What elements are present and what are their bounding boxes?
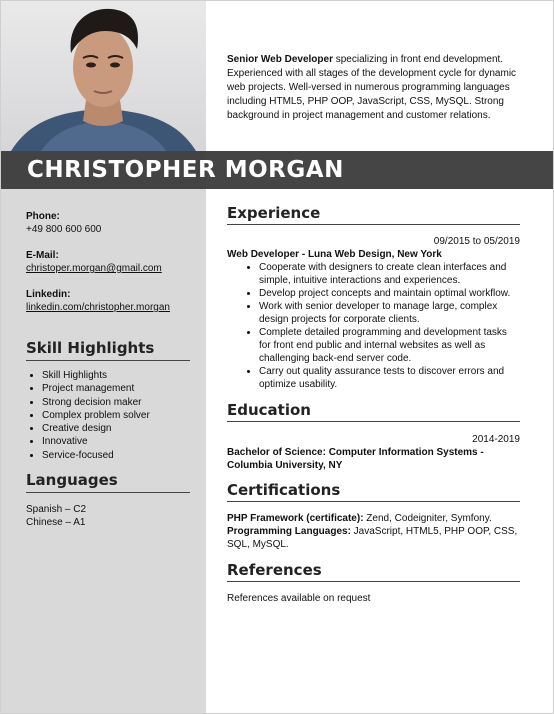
skills-list [26, 369, 150, 462]
contact-block [26, 210, 196, 327]
list-item: • Develop project concepts and maintain optimal workflow. [259, 287, 520, 300]
cert-text-php: Zend, Codeigniter, Symfony. [363, 513, 492, 524]
list-item: • Work with senior developer to manage large, complex design projects for corporate clients. [259, 300, 520, 326]
languages-heading: Languages [26, 471, 190, 493]
languages-list [26, 503, 86, 529]
list-item: Spanish – C2 [26, 504, 87, 515]
cert-text-languages: JavaScript, HTML5, PHP OOP, CSS, SQL, MySQL. [227, 526, 518, 550]
summary-lead: Senior Web Developer [227, 54, 333, 65]
skills-heading: Skill Highlights [26, 339, 190, 361]
list-item: • Complex problem solver [42, 409, 150, 422]
list-item: • Strong decision maker [42, 396, 150, 409]
education-heading: Education [227, 401, 520, 422]
profile-summary [227, 53, 527, 123]
list-item: • Carry out quality assurance tests to discover errors and optimize usability. [259, 365, 520, 391]
phone-value: +49 800 600 600 [26, 224, 102, 235]
certifications-text [227, 512, 520, 551]
references-text: References available on request [227, 593, 371, 604]
summary-text: specializing in front end development. Experienced with all stages of the development cycle for dynamic web projects. Well-versed in numerous programming languages including HTML5, PHP OOP, JavaScript, CSS, MySQL. Strong background in project management and customer relations. [227, 54, 517, 121]
list-item: Chinese – A1 [26, 517, 86, 528]
profile-photo [1, 1, 206, 151]
cert-label-languages: Programming Languages: [227, 526, 351, 537]
cert-label-php: PHP Framework (certificate): [227, 513, 364, 524]
linkedin-label: Linkedin: [26, 289, 71, 300]
list-item: • Skill Highlights [42, 369, 150, 382]
candidate-name: CHRISTOPHER MORGAN [27, 157, 344, 183]
list-item: • Complete detailed programming and development tasks for front end public and internal websites as well as challenging back-end server code. [259, 326, 520, 365]
linkedin-link[interactable]: linkedin.com/christopher.morgan [26, 302, 170, 313]
email-label: E-Mail: [26, 250, 59, 261]
job-title: Web Developer - Luna Web Design, New York [227, 249, 442, 260]
certifications-heading: Certifications [227, 481, 520, 502]
email-link[interactable]: christoper.morgan@gmail.com [26, 263, 162, 274]
references-heading: References [227, 561, 520, 582]
list-item: • Innovative [42, 435, 150, 448]
list-item: • Service-focused [42, 449, 150, 462]
name-banner [1, 151, 553, 189]
duties-list [227, 261, 520, 391]
list-item: • Project management [42, 382, 150, 395]
list-item: • Creative design [42, 422, 150, 435]
education-dates: 2014-2019 [472, 434, 520, 445]
phone-label: Phone: [26, 211, 60, 222]
degree: Bachelor of Science: Computer Information Systems - Columbia University, NY [227, 447, 484, 471]
experience-heading: Experience [227, 204, 520, 225]
list-item: • Cooperate with designers to create clean interfaces and simple, intuitive interactions and experiences. [259, 261, 520, 287]
experience-dates: 09/2015 to 05/2019 [433, 236, 520, 247]
